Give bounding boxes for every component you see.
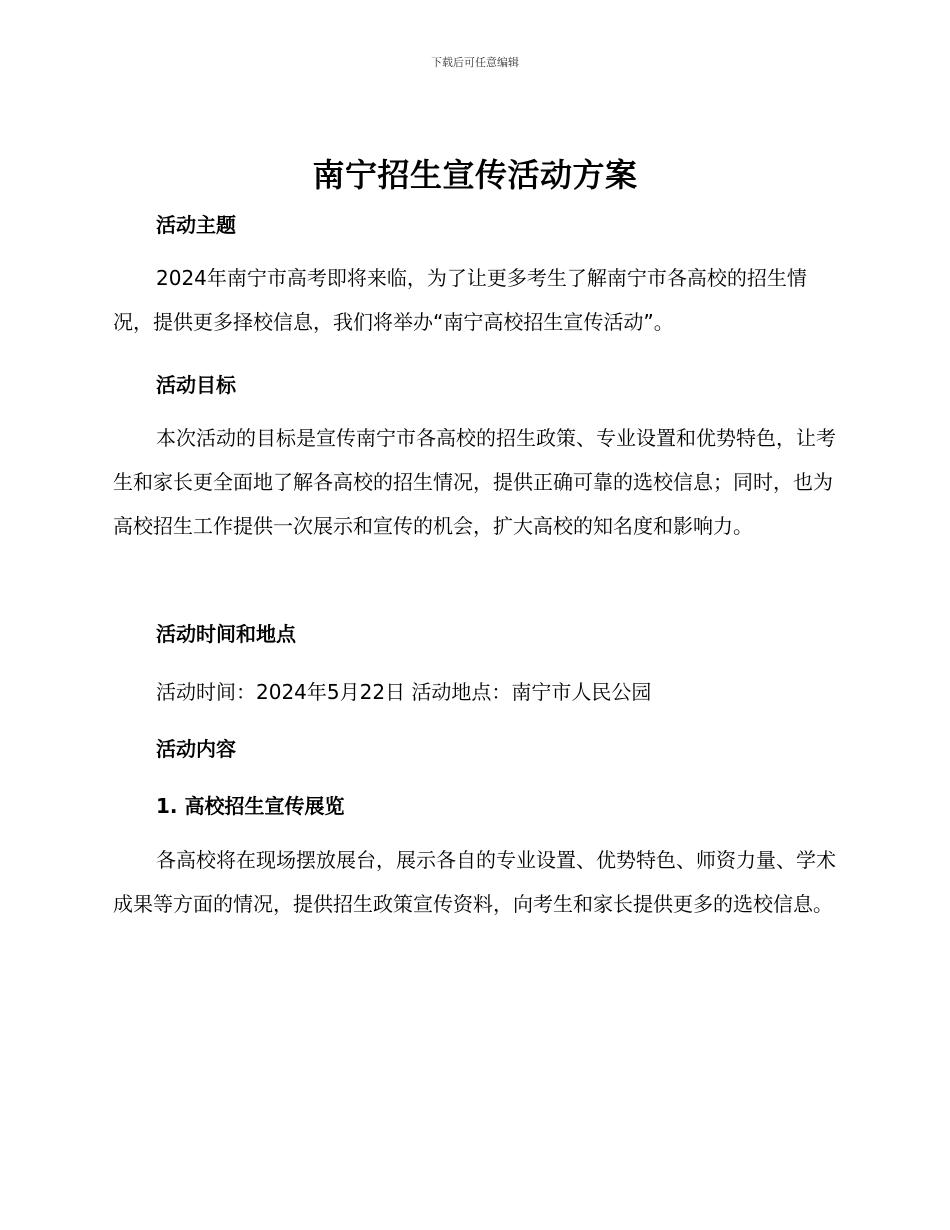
section-heading-time-place: 活动时间和地点 bbox=[156, 622, 296, 646]
paragraph-time-place: 活动时间：2024年5月22日 活动地点：南宁市人民公园 bbox=[156, 680, 652, 704]
paragraph-goal: 本次活动的目标是宣传南宁市各高校的招生政策、专业设置和优势特色，让考生和家长更全面地了解各高校的招生情况，提供正确可靠的选校信息；同时，也为高校招生工作提供一次展示和宣传的机会，扩大高校的知名度和影响力。 bbox=[113, 426, 836, 538]
sub-heading-exhibition: 1. 高校招生宣传展览 bbox=[156, 794, 345, 818]
document-title: 南宁招生宣传活动方案 bbox=[312, 156, 638, 194]
paragraph-theme: 2024年南宁市高考即将来临，为了让更多考生了解南宁市各高校的招生情况，提供更多择校信息，我们将举办“南宁高校招生宣传活动”。 bbox=[113, 266, 807, 334]
section-heading-content: 活动内容 bbox=[156, 737, 236, 761]
paragraph-exhibition: 各高校将在现场摆放展台，展示各自的专业设置、优势特色、师资力量、学术成果等方面的情况，提供招生政策宣传资料，向考生和家长提供更多的选校信息。 bbox=[113, 848, 836, 916]
section-heading-theme: 活动主题 bbox=[156, 213, 236, 237]
header-note: 下载后可任意编辑 bbox=[431, 56, 519, 69]
section-heading-goal: 活动目标 bbox=[156, 373, 236, 397]
